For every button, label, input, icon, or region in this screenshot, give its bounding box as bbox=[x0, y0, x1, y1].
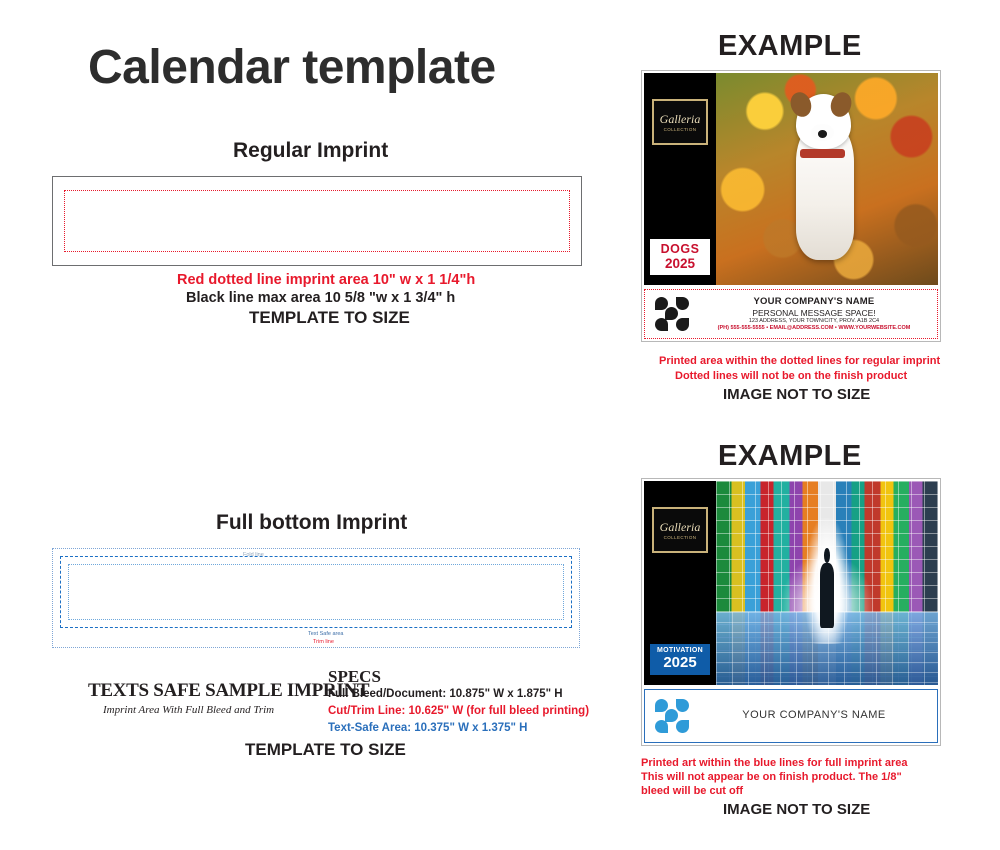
full-bottom-imprint-heading: Full bottom Imprint bbox=[216, 511, 408, 534]
text-safe-area-label: Text Safe area bbox=[308, 631, 344, 637]
text-safe-line bbox=[68, 564, 564, 620]
imprint-text-block-1 bbox=[697, 296, 931, 332]
example-note-1-line-2: Dotted lines will not be on the finish product bbox=[675, 370, 908, 382]
fold-line-label: Fold line bbox=[243, 552, 264, 558]
calendar-example-motivation bbox=[641, 478, 941, 746]
example-1-image-not-to-size: IMAGE NOT TO SIZE bbox=[723, 386, 871, 403]
regular-imprint-black-caption: Black line max area 10 5/8 "w x 1 3/4" h bbox=[186, 290, 456, 306]
imprint-personal-message-1: PERSONAL MESSAGE SPACE! bbox=[752, 307, 876, 318]
spec-text-safe: Text-Safe Area: 10.375" W x 1.375" H bbox=[328, 722, 528, 734]
calendar-theme-title-1: DOGS bbox=[660, 242, 700, 256]
corner-tick-bottom-left bbox=[52, 256, 62, 266]
regular-imprint-template-box bbox=[52, 176, 582, 266]
calendar-spine-1 bbox=[644, 73, 716, 285]
dog-nose bbox=[818, 130, 827, 137]
calendar-theme-tag-1 bbox=[650, 239, 710, 275]
example-note-2-line-2: This will not appear be on finish product. The 1/8" bbox=[641, 771, 902, 783]
calendar-imprint-area-1 bbox=[644, 289, 938, 339]
corner-tick-top-left bbox=[52, 176, 62, 186]
example-note-2-line-1: Printed art within the blue lines for full imprint area bbox=[641, 757, 908, 769]
galleria-brand-sub-1: COLLECTION bbox=[663, 126, 697, 132]
galleria-logo-badge-2 bbox=[652, 507, 708, 553]
dog-collar bbox=[800, 149, 844, 157]
galleria-logo-badge-1 bbox=[652, 99, 708, 145]
imprint-text-block-2 bbox=[697, 709, 931, 723]
example-heading-1: EXAMPLE bbox=[718, 30, 862, 62]
regular-template-to-size-label: TEMPLATE TO SIZE bbox=[249, 308, 410, 327]
full-template-to-size-label: TEMPLATE TO SIZE bbox=[245, 740, 406, 759]
imprint-address-1: 123 ADDRESS, YOUR TOWN/CITY, PROV. A1B 2C4 bbox=[748, 318, 880, 325]
sample-imprint-subtext: Imprint Area With Full Bleed and Trim bbox=[103, 704, 275, 716]
page-title: Calendar template bbox=[88, 41, 496, 94]
corner-tick-top-right bbox=[572, 176, 582, 186]
calendar-example-dogs bbox=[641, 70, 941, 342]
calendar-photo-dog bbox=[716, 73, 938, 285]
company-logo-icon-1 bbox=[655, 297, 689, 331]
example-heading-2: EXAMPLE bbox=[718, 440, 862, 472]
silhouette-figure bbox=[820, 563, 833, 628]
galleria-brand-sub-2: COLLECTION bbox=[663, 534, 697, 540]
imprint-company-name-1: YOUR COMPANY'S NAME bbox=[753, 295, 875, 307]
corner-tick-bottom-right bbox=[572, 256, 582, 266]
spec-full-bleed: Full Bleed/Document: 10.875" W x 1.875" H bbox=[328, 688, 563, 700]
calendar-theme-tag-2 bbox=[650, 644, 710, 675]
calendar-year-1: 2025 bbox=[664, 256, 696, 271]
imprint-contact-1: (PH) 555-555-5555 • EMAIL@ADDRESS.COM • WWW.YOURWEBSITE.COM bbox=[717, 325, 911, 332]
calendar-theme-title-2: MOTIVATION bbox=[657, 647, 703, 654]
calendar-year-2: 2025 bbox=[663, 654, 697, 671]
calendar-spine-2 bbox=[644, 481, 716, 685]
regular-imprint-heading: Regular Imprint bbox=[233, 139, 389, 162]
regular-imprint-red-caption: Red dotted line imprint area 10" w x 1 1/4"h bbox=[177, 272, 476, 288]
sample-imprint-heading: TEXTS SAFE SAMPLE IMPRINT bbox=[88, 680, 370, 701]
calendar-art-area-1 bbox=[644, 73, 938, 285]
trim-line-label: Trim line bbox=[313, 639, 334, 645]
example-note-2-line-3: bleed will be cut off bbox=[641, 785, 744, 797]
example-2-image-not-to-size: IMAGE NOT TO SIZE bbox=[723, 801, 871, 818]
galleria-brand-name-2: Galleria bbox=[659, 519, 701, 534]
calendar-imprint-area-2 bbox=[644, 689, 938, 743]
example-note-1-line-1: Printed area within the dotted lines for regular imprint bbox=[659, 355, 941, 367]
specs-heading: SPECS bbox=[328, 667, 381, 686]
calendar-art-area-2 bbox=[644, 481, 938, 685]
company-logo-icon-2 bbox=[655, 699, 689, 733]
imprint-company-name-2: YOUR COMPANY'S NAME bbox=[742, 709, 886, 722]
spec-cut-trim: Cut/Trim Line: 10.625" W (for full bleed printing) bbox=[328, 705, 590, 717]
calendar-photo-motivation bbox=[716, 481, 938, 685]
red-dotted-imprint-area bbox=[64, 190, 570, 252]
galleria-brand-name-1: Galleria bbox=[659, 111, 701, 126]
